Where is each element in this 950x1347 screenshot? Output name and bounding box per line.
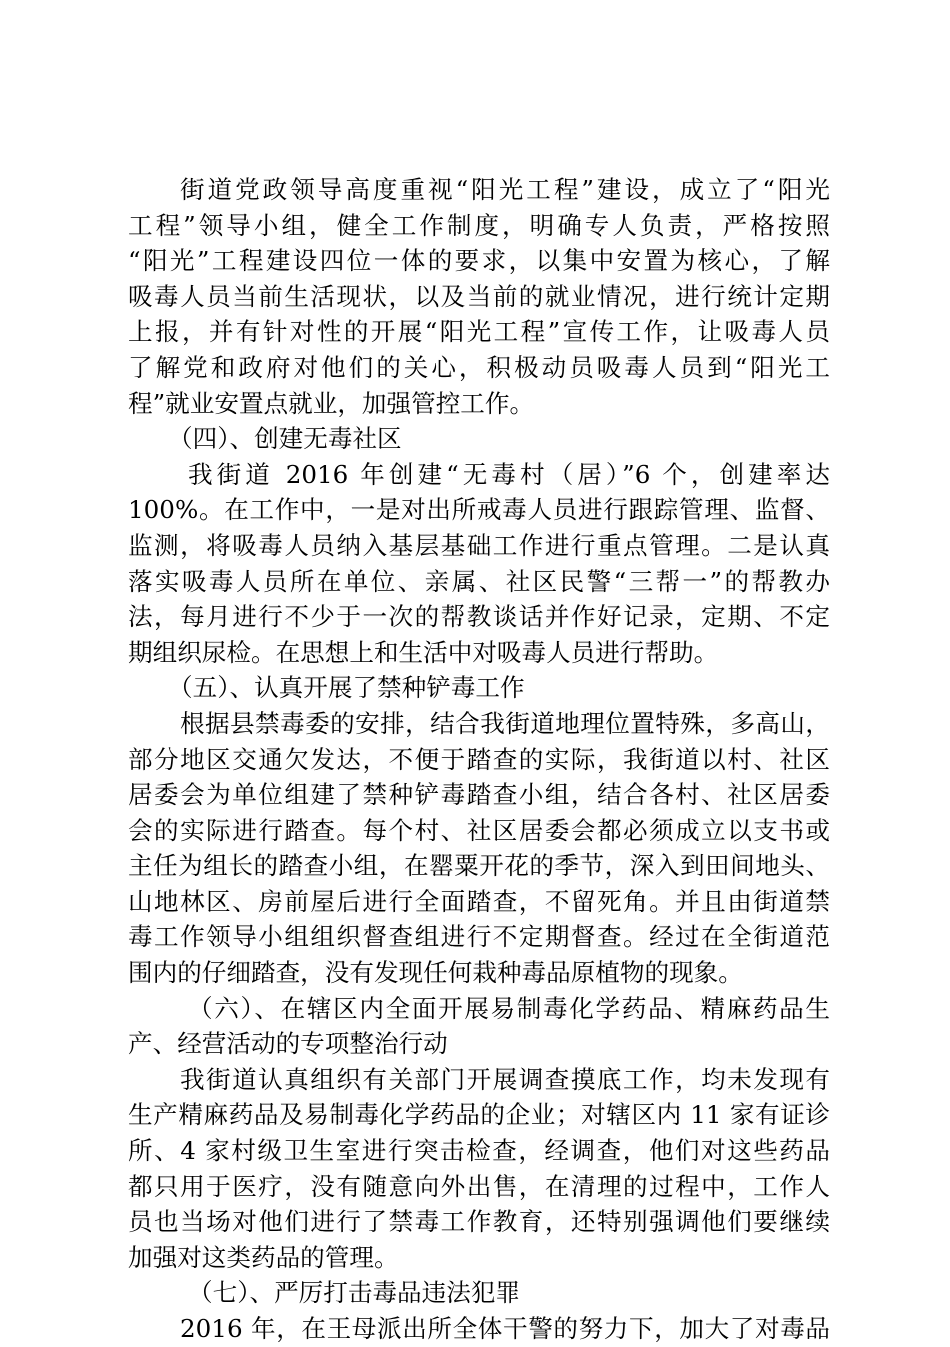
paragraph-line: 居委会为单位组建了禁种铲毒踏查小组，结合各村、社区居委: [128, 780, 830, 810]
paragraph-line: 毒工作领导小组组织督查组进行不定期督查。经过在全街道范: [128, 922, 830, 952]
paragraph-line: 100%。在工作中，一是对出所戒毒人员进行跟踪管理、监督、: [128, 495, 830, 525]
section-heading: 产、经营活动的专项整治行动: [128, 1029, 448, 1059]
paragraph-line: 我街道认真组织有关部门开展调查摸底工作，均未发现有: [180, 1064, 830, 1094]
paragraph-line: 上报，并有针对性的开展“阳光工程”宣传工作，让吸毒人员: [128, 317, 830, 347]
paragraph-line: 围内的仔细踏查，没有发现任何栽种毒品原植物的现象。: [128, 958, 743, 988]
paragraph-line: “阳光”工程建设四位一体的要求，以集中安置为核心，了解: [128, 246, 830, 276]
section-heading: （六）、在辖区内全面开展易制毒化学药品、精麻药品生: [188, 993, 830, 1023]
paragraph-line: 了解党和政府对他们的关心，积极动员吸毒人员到“阳光工: [128, 352, 830, 382]
paragraph-line: 生产精麻药品及易制毒化学药品的企业；对辖区内 11 家有证诊: [128, 1100, 830, 1130]
paragraph-line: 吸毒人员当前生活现状，以及当前的就业情况，进行统计定期: [128, 281, 830, 311]
paragraph-line: 都只用于医疗，没有随意向外出售，在清理的过程中，工作人: [128, 1171, 830, 1201]
paragraph-line: 山地林区、房前屋后进行全面踏查，不留死角。并且由街道禁: [128, 886, 830, 916]
paragraph-line: 程”就业安置点就业，加强管控工作。: [128, 388, 535, 418]
paragraph-line: 2016 年，在王母派出所全体干警的努力下，加大了对毒品: [180, 1314, 830, 1343]
paragraph-line: 落实吸毒人员所在单位、亲属、社区民警“三帮一”的帮教办: [128, 566, 830, 596]
paragraph-line: 我街道 2016 年创建“无毒村（居）”6 个，创建率达: [188, 459, 830, 489]
paragraph-line: 会的实际进行踏查。每个村、社区居委会都必须成立以支书或: [128, 815, 830, 845]
section-heading: （五）、认真开展了禁种铲毒工作: [168, 673, 525, 703]
paragraph-line: 员也当场对他们进行了禁毒工作教育，还特别强调他们要继续: [128, 1207, 830, 1237]
paragraph-line: 所、4 家村级卫生室进行突击检查，经调查，他们对这些药品: [128, 1136, 830, 1166]
paragraph-line: 街道党政领导高度重视“阳光工程”建设，成立了“阳光: [180, 175, 830, 204]
paragraph-line: 根据县禁毒委的安排，结合我街道地理位置特殊，多高山，: [180, 708, 830, 738]
section-heading: （四）、创建无毒社区: [168, 424, 402, 454]
section-heading: （七）、严厉打击毒品违法犯罪: [188, 1278, 521, 1308]
paragraph-line: 加强对这类药品的管理。: [128, 1242, 399, 1272]
paragraph-line: 期组织尿检。在思想上和生活中对吸毒人员进行帮助。: [128, 637, 719, 667]
paragraph-line: 法，每月进行不少于一次的帮教谈话并作好记录，定期、不定: [128, 602, 830, 632]
paragraph-line: 监测，将吸毒人员纳入基层基础工作进行重点管理。二是认真: [128, 530, 830, 560]
paragraph-line: 工程”领导小组，健全工作制度，明确专人负责，严格按照: [128, 210, 830, 240]
paragraph-line: 部分地区交通欠发达，不便于踏查的实际，我街道以村、社区: [128, 744, 830, 774]
paragraph-line: 主任为组长的踏查小组，在罂粟开花的季节，深入到田间地头、: [128, 851, 830, 881]
document-page: [128, 172, 830, 1347]
